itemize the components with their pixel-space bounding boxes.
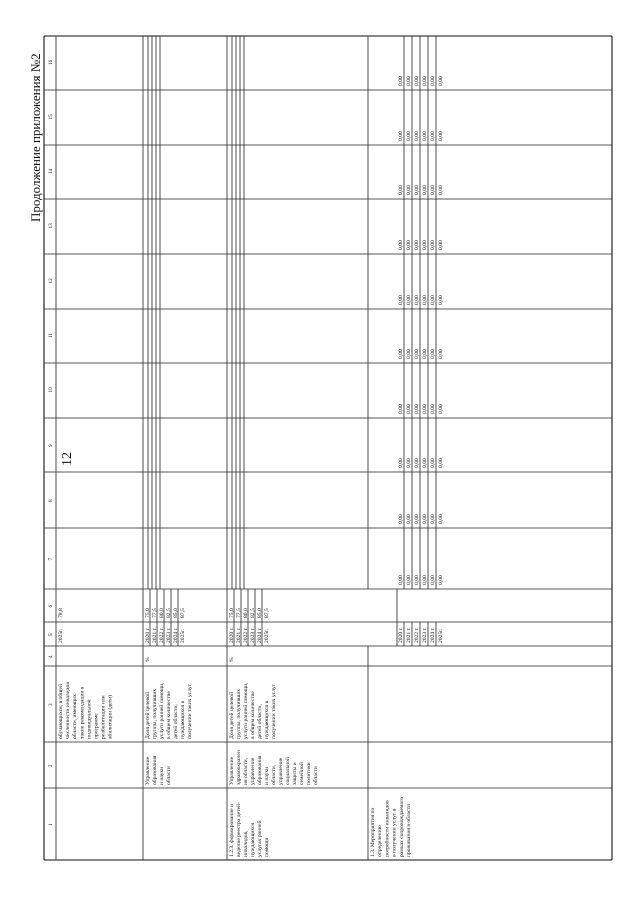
value-cell: 0,00 [406,458,412,468]
table-grid [44,36,612,860]
value-cell: 0,00 [398,185,404,195]
value-cell: 0,00 [414,185,420,195]
value-cell: 0,00 [422,404,428,414]
value-cell: 0,00 [414,514,420,524]
value-cell: 0,00 [406,240,412,250]
value-cell: 0,00 [438,404,444,414]
year-cell: 2022 г. [414,627,420,643]
executor-text: области, [271,764,277,785]
column-number: 8 [48,499,54,502]
value-cell: 0,00 [414,404,420,414]
year-cell: 2025г. [438,628,444,643]
indicator-text: такие рекомендации в [79,686,86,739]
value-cell: 87,5 [180,608,186,618]
value-cell: 0,00 [398,295,404,305]
event-text: проживания в области [406,803,412,857]
event-text: ведение реестра детей- [236,802,242,857]
indicator-text: группы, получивших [152,688,158,739]
value-cell: 0,00 [430,131,436,141]
indicator-text: программе [93,713,100,739]
executor-text: управление [250,757,256,785]
value-cell: 82,5 [250,608,256,618]
year-cell: 2024 г. [257,627,263,643]
indicator-text: в общем количестве [250,691,256,739]
indicator-text: реабилитации или [100,695,107,739]
column-number: 12 [48,278,54,284]
value-cell: 0,00 [414,76,420,86]
value-cell: 0,00 [438,295,444,305]
column-number: 5 [48,633,54,636]
column-number: 7 [48,557,54,561]
value-cell: 85,0 [257,608,263,618]
value-cell: 0,00 [422,458,428,468]
column-number: 4 [48,655,54,658]
indicator-text: Доля детей целевой [229,691,235,739]
event-text: 1.2.3. формирование и [229,803,235,857]
value-cell: 0,00 [438,458,444,468]
value-cell: 0,00 [438,131,444,141]
column-number: 2 [48,764,54,767]
value-cell: 0,00 [398,458,404,468]
value-cell: 0,00 [438,514,444,524]
value-cell: 0,00 [430,349,436,359]
executor-text: ия области, [243,757,249,785]
value-cell: 0,00 [398,131,404,141]
column-number: 15 [48,114,54,120]
value-cell: 0,00 [422,240,428,250]
value-cell: 0,00 [422,131,428,141]
table-text [48,59,444,857]
year-cell: 2023 г. [422,627,428,643]
value-cell: 0,00 [430,295,436,305]
executor-text: области [166,766,172,785]
year-cell: 2023 г. [166,627,172,643]
executor-text: социальной [285,757,291,785]
value-cell: 0,00 [414,131,420,141]
value-cell: 0,00 [414,458,420,468]
year-cell: 2021 г. [236,627,242,643]
indicator-text: группы, получивших [236,688,242,739]
value-cell: 0,00 [438,349,444,359]
year-cell: 2024 г. [173,627,179,643]
executor-text: и науки [264,766,270,785]
indicator-text: численности инвалидов [65,682,72,739]
value-cell: 0,00 [414,240,420,250]
event-text: нуждающихся [250,822,256,857]
indicator-text: получении таких услуг [271,683,277,739]
value-cell: 0,00 [414,575,420,585]
value-cell: 0,00 [438,575,444,585]
event-text: 1.3. Мероприятия по [370,807,376,857]
value-cell: 0,00 [406,131,412,141]
event-text: потребности инвалидов [384,800,391,857]
value-cell: 0,00 [398,240,404,250]
value-cell: 0,00 [414,295,420,305]
value-cell: 0,00 [430,240,436,250]
value-cell: 0,00 [406,349,412,359]
value-cell: 80,0 [243,608,249,618]
column-number: 14 [48,168,54,174]
indicator-text: получении таких услуг [187,683,193,739]
value-cell: 0,00 [422,76,428,86]
unit-cell: % [229,657,235,662]
value-cell: 0,00 [398,575,404,585]
year-cell: 2024 г. [430,627,436,643]
year-cell: 2021 г. [406,627,412,643]
year-cell: 2020 г. [145,627,151,643]
value-cell: 0,00 [398,404,404,414]
value-cell: 0,00 [430,404,436,414]
year-cell: 2022 г. [159,627,165,643]
column-number: 10 [48,387,54,393]
value-cell: 0,00 [422,575,428,585]
value-cell: 75,0 [229,608,235,618]
value-cell: 77,5 [236,608,242,618]
year-cell: 2020 г. [398,627,404,643]
event-text: определению [377,825,384,857]
indicator-text: обучающихся, в общей [58,684,64,739]
column-number: 6 [48,604,54,608]
indicator-text: нуждающихся в [180,700,186,739]
value-cell: 0,00 [422,295,428,305]
value-cell: 0,00 [430,575,436,585]
value-cell: 0,00 [438,240,444,250]
appendix-heading: Продолжение приложения №2 [28,53,43,222]
year-cell: 2025г. [58,628,64,643]
event-text: услугах ранней [257,820,263,857]
year-cell: 2025г. [264,628,270,643]
indicator-text: нуждающихся в [264,700,270,739]
event-text: помощи [264,837,270,857]
year-cell: 2022 г. [243,627,249,643]
executor-text: здравоохранен [236,750,242,785]
executor-text: защиты и [292,762,298,785]
executor-text: политики [306,762,312,785]
column-number: 1 [48,823,54,826]
indicator-text: в общем количестве [166,691,172,739]
value-cell: 80,0 [159,608,165,618]
indicator-text: услуги ранней помощи, [243,682,249,739]
value-cell: 0,00 [430,514,436,524]
value-cell: 0,00 [438,76,444,86]
column-number: 13 [48,223,54,229]
value-cell: 78,8 [58,608,64,618]
value-cell: 0,00 [430,76,436,86]
indicator-text: услуги ранней помощи, [159,682,165,739]
value-cell: 0,00 [398,76,404,86]
executor-text: и науки [159,766,165,785]
event-text: в получении услуг в [391,808,398,857]
value-cell: 0,00 [422,349,428,359]
value-cell: 77,5 [152,608,158,618]
indicator-text: индивидуальной [86,699,93,739]
value-cell: 87,5 [264,608,270,618]
executor-text: области [313,766,319,785]
event-text: рамках сопровождаемого [398,796,405,857]
executor-text: семейной [299,762,305,785]
indicator-text: детей области, [257,704,263,739]
value-cell: 75,0 [145,608,151,618]
column-number: 9 [48,444,54,447]
unit-cell: % [145,657,151,662]
indicator-text: абилитации (дети) [107,695,114,739]
event-text: инвалидов, [243,830,249,857]
executor-text: управление [278,757,284,785]
value-cell: 82,5 [166,608,172,618]
value-cell: 0,00 [422,514,428,524]
year-cell: 2020 г. [229,627,235,643]
year-cell: 2021 г. [152,627,158,643]
column-number: 11 [48,333,54,338]
year-cell: 2023 г. [250,627,256,643]
value-cell: 0,00 [438,185,444,195]
executor-text: образования [257,755,263,785]
value-cell: 0,00 [406,185,412,195]
value-cell: 0,00 [430,185,436,195]
column-number: 16 [48,59,54,65]
column-number: 3 [48,703,54,706]
value-cell: 0,00 [430,458,436,468]
value-cell: 0,00 [406,514,412,524]
executor-text: Управление [229,756,235,785]
indicator-text: области, имеющих [72,694,79,739]
value-cell: 0,00 [422,185,428,195]
executor-text: Управление [145,756,151,785]
year-cell: 2025г. [180,628,186,643]
value-cell: 0,00 [406,575,412,585]
value-cell: 0,00 [406,404,412,414]
value-cell: 0,00 [406,295,412,305]
executor-text: образования [152,755,158,785]
page-number: 12 [60,452,75,466]
value-cell: 0,00 [406,76,412,86]
indicator-text: Доля детей целевой [145,691,151,739]
value-cell: 0,00 [398,349,404,359]
value-cell: 85,0 [173,608,179,618]
indicator-text: детей области, [173,704,179,739]
value-cell: 0,00 [398,514,404,524]
value-cell: 0,00 [414,349,420,359]
